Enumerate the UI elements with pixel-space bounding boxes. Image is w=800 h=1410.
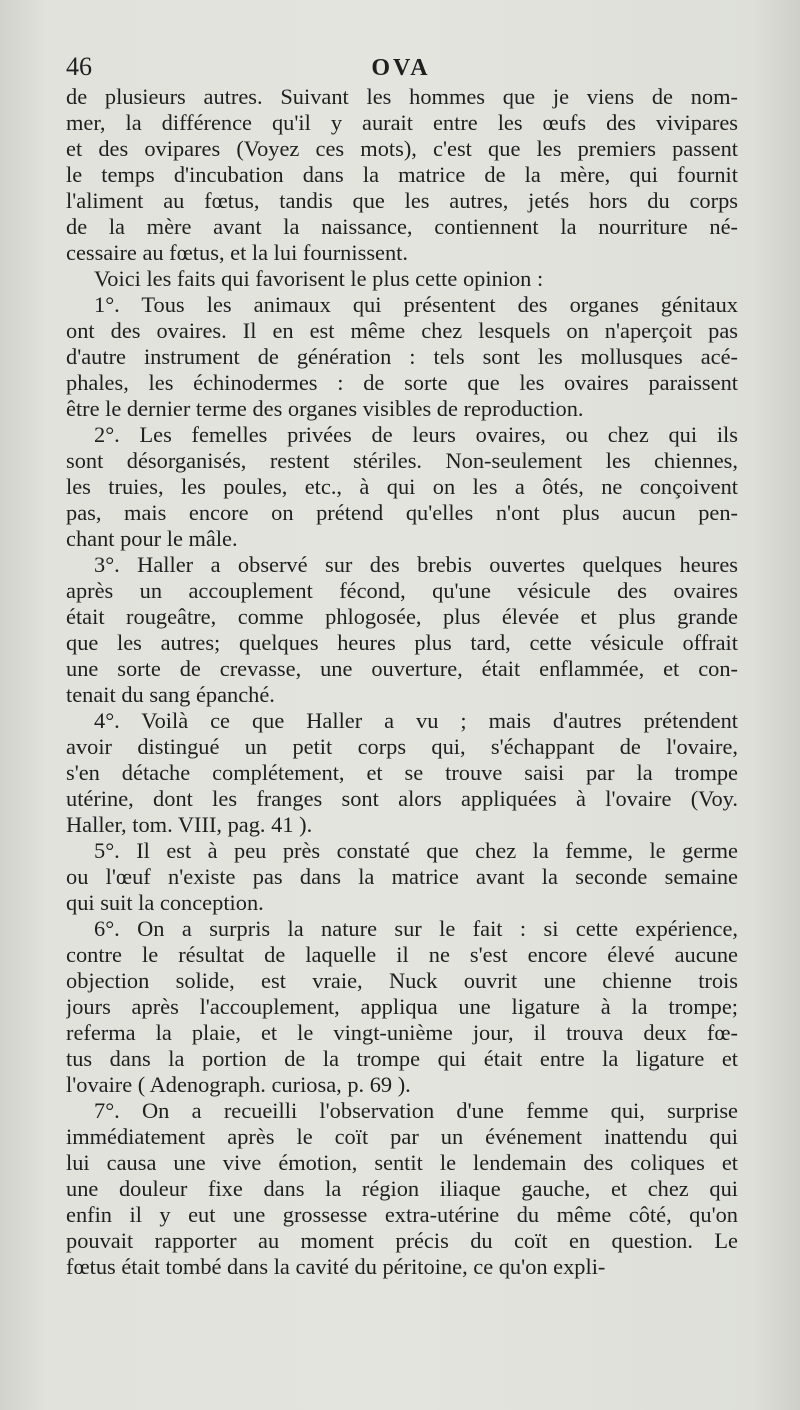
text-line: objection solide, est vraie, Nuck ouvrit une chienne trois bbox=[66, 968, 738, 993]
text-line: avoir distingué un petit corps qui, s'échappant de l'ovaire, bbox=[66, 734, 738, 759]
text-line: cessaire au fœtus, et la lui fournissent. bbox=[66, 240, 408, 265]
paragraph bbox=[66, 266, 738, 292]
text-line: pas, mais encore on prétend qu'elles n'ont plus aucun pen- bbox=[66, 500, 738, 525]
text-line: une douleur fixe dans la région iliaque gauche, et chez qui bbox=[66, 1176, 738, 1201]
text-line: chant pour le mâle. bbox=[66, 526, 238, 551]
text-line: sont désorganisés, restent stériles. Non-seulement les chiennes, bbox=[66, 448, 738, 473]
text-line: l'aliment au fœtus, tandis que les autres, jetés hors du corps bbox=[66, 188, 738, 213]
text-line: enfin il y eut une grossesse extra-utérine du même côté, qu'on bbox=[66, 1202, 738, 1227]
text-line: d'autre instrument de génération : tels sont les mollusques acé- bbox=[66, 344, 738, 369]
text-line: 4°. Voilà ce que Haller a vu ; mais d'autres prétendent bbox=[94, 708, 738, 733]
text-line: de plusieurs autres. Suivant les hommes que je viens de nom- bbox=[66, 84, 738, 109]
text-line: immédiatement après le coït par un événement inattendu qui bbox=[66, 1124, 738, 1149]
text-line: s'en détache complétement, et se trouve saisi par la trompe bbox=[66, 760, 738, 785]
text-line: qui suit la conception. bbox=[66, 890, 264, 915]
text-line: l'ovaire ( Adenograph. curiosa, p. 69 ). bbox=[66, 1072, 411, 1097]
text-line: utérine, dont les franges sont alors appliquées à l'ovaire (Voy. bbox=[66, 786, 738, 811]
text-line: 6°. On a surpris la nature sur le fait : si cette expérience, bbox=[94, 916, 738, 941]
text-line: Haller, tom. VIII, pag. 41 ). bbox=[66, 812, 313, 837]
text-line: 7°. On a recueilli l'observation d'une femme qui, surprise bbox=[94, 1098, 738, 1123]
text-line: 5°. Il est à peu près constaté que chez la femme, le germe bbox=[94, 838, 738, 863]
text-line: 1°. Tous les animaux qui présentent des organes génitaux bbox=[94, 292, 738, 317]
text-line: lui causa une vive émotion, sentit le lendemain des coliques et bbox=[66, 1150, 738, 1175]
text-line: fœtus était tombé dans la cavité du péritoine, ce qu'on expli- bbox=[66, 1254, 606, 1279]
text-line: ont des ovaires. Il en est même chez lesquels on n'aperçoit pas bbox=[66, 318, 738, 343]
paragraph bbox=[66, 916, 738, 1098]
running-title: OVA bbox=[371, 55, 431, 81]
text-line: était rougeâtre, comme phlogosée, plus élevée et plus grande bbox=[66, 604, 738, 629]
text-line: de la mère avant la naissance, contiennent la nourriture né- bbox=[66, 214, 738, 239]
text-line: pouvait rapporter au moment précis du coït en question. Le bbox=[66, 1228, 738, 1253]
text-line: jours après l'accouplement, appliqua une ligature à la trompe; bbox=[66, 994, 738, 1019]
page-header bbox=[66, 52, 736, 86]
paragraph bbox=[66, 422, 738, 552]
paragraph bbox=[66, 838, 738, 916]
text-line: après un accouplement fécond, qu'une vésicule des ovaires bbox=[66, 578, 738, 603]
text-line: être le dernier terme des organes visibles de reproduction. bbox=[66, 396, 584, 421]
text-line: tus dans la portion de la trompe qui était entre la ligature et bbox=[66, 1046, 738, 1071]
text-line: Voici les faits qui favorisent le plus cette opinion : bbox=[94, 266, 544, 291]
body-text bbox=[66, 84, 738, 1280]
text-line: les truies, les poules, etc., à qui on les a ôtés, ne conçoivent bbox=[66, 474, 738, 499]
text-line: mer, la différence qu'il y aurait entre les œufs des vivipares bbox=[66, 110, 738, 135]
text-line: 3°. Haller a observé sur des brebis ouvertes quelques heures bbox=[94, 552, 738, 577]
paragraph bbox=[66, 708, 738, 838]
page-number: 46 bbox=[66, 52, 92, 81]
text-line: ou l'œuf n'existe pas dans la matrice avant la seconde semaine bbox=[66, 864, 738, 889]
text-line: le temps d'incubation dans la matrice de la mère, qui fournit bbox=[66, 162, 738, 187]
paragraph bbox=[66, 292, 738, 422]
text-line: 2°. Les femelles privées de leurs ovaires, ou chez qui ils bbox=[94, 422, 738, 447]
text-line: que les autres; quelques heures plus tard, cette vésicule offrait bbox=[66, 630, 738, 655]
paragraph bbox=[66, 84, 738, 266]
text-line: et des ovipares (Voyez ces mots), c'est que les premiers passent bbox=[66, 136, 738, 161]
text-line: referma la plaie, et le vingt-unième jour, il trouva deux fœ- bbox=[66, 1020, 738, 1045]
text-line: tenait du sang épanché. bbox=[66, 682, 275, 707]
paragraph bbox=[66, 552, 738, 708]
text-line: phales, les échinodermes : de sorte que les ovaires paraissent bbox=[66, 370, 738, 395]
text-line: contre le résultat de laquelle il ne s'est encore élevé aucune bbox=[66, 942, 738, 967]
paragraph bbox=[66, 1098, 738, 1280]
text-line: une sorte de crevasse, une ouverture, était enflammée, et con- bbox=[66, 656, 738, 681]
